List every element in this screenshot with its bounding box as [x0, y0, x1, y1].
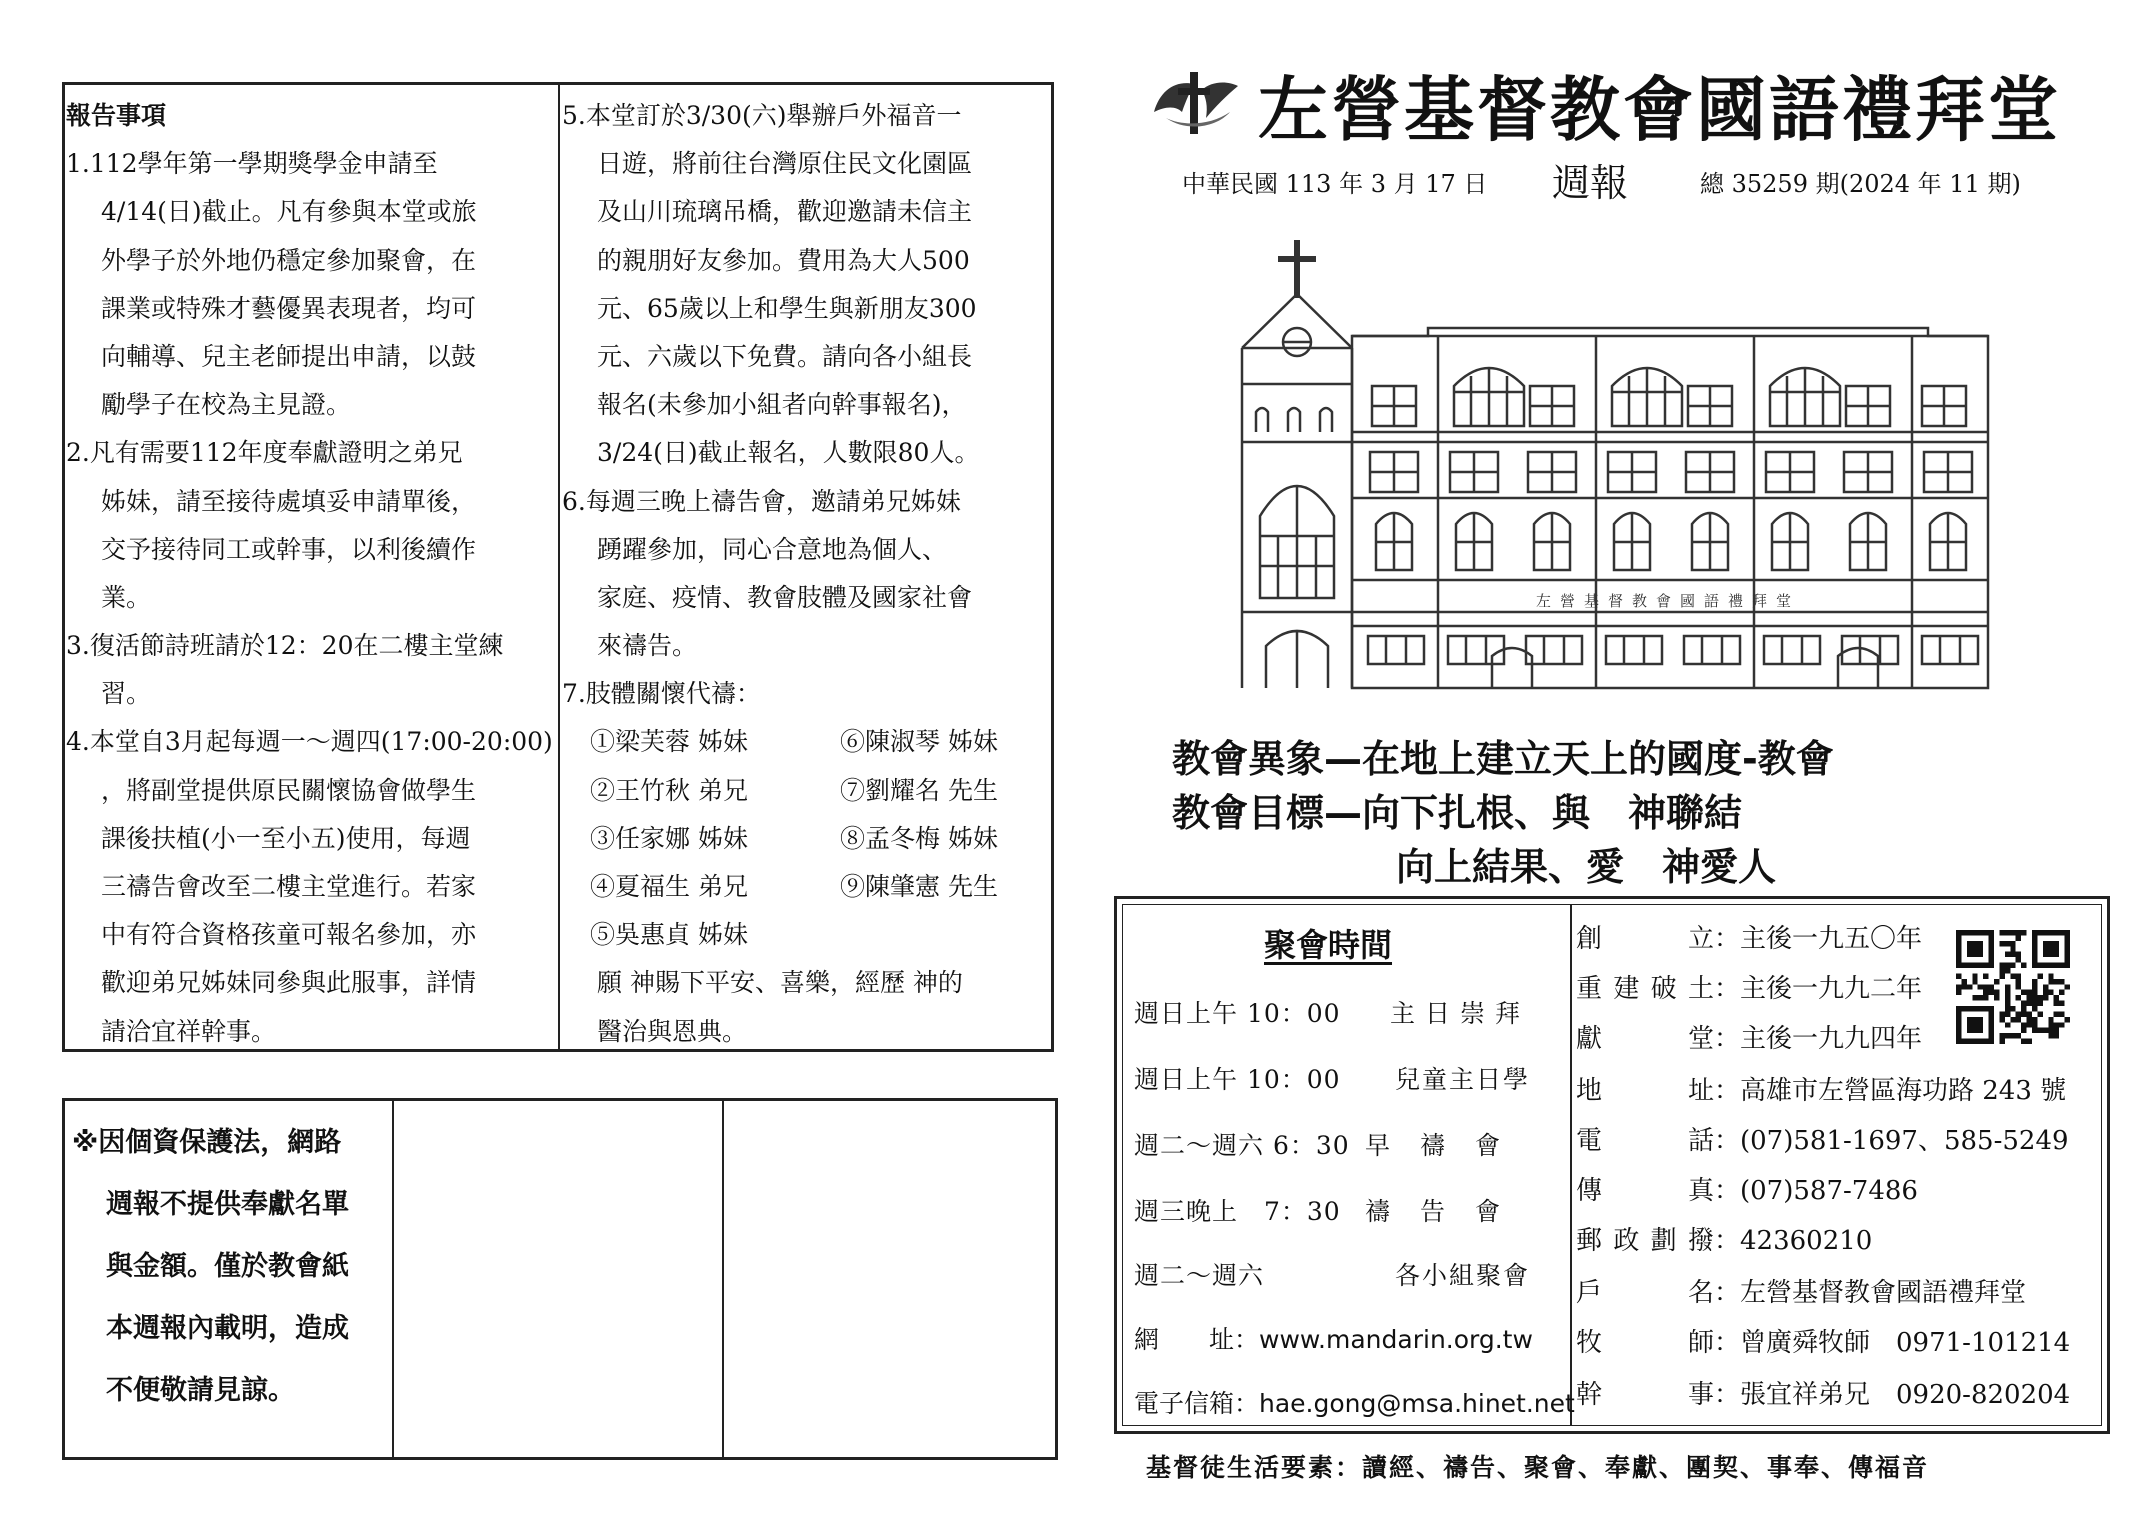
prayer-care-name: ⑥陳淑琴 姊妹: [840, 727, 998, 757]
prayer-care-name: ①梁芙蓉 姊妹: [590, 727, 748, 757]
prayer-care-name: ②王竹秋 弟兄: [590, 775, 748, 805]
church-goal: 教會目標—向下扎根、與 神聯結: [1172, 791, 1743, 835]
announcement-line: 姊妹，請至接待處填妥申請單後，: [101, 486, 477, 516]
prayer-care-name: ⑤吳惠貞 姊妹: [590, 920, 748, 950]
privacy-line: 不便敬請見諒。: [106, 1375, 295, 1406]
church-info-key: 郵政劃撥: [1576, 1226, 1714, 1256]
church-info-key: 創立: [1576, 924, 1714, 954]
announcement-line: 外學子於外地仍穩定參加聚會，在: [101, 245, 477, 275]
announcement-line: 中有符合資格孩童可報名參加，亦: [101, 920, 477, 950]
email-link[interactable]: hae.gong@msa.hinet.net: [1259, 1389, 1575, 1418]
announcement-line: 課後扶植(小一至小五)使用，每週: [101, 823, 471, 853]
announcement-line: 請洽宜祥幹事。: [101, 1016, 277, 1046]
meeting-time: 週三晚上 7：30: [1134, 1197, 1341, 1226]
church-goal-line2: 向上結果、愛 神愛人: [1396, 845, 1777, 889]
announcement-line: 家庭、疫情、教會肢體及國家社會: [597, 582, 973, 612]
church-info-key: 地址: [1576, 1076, 1714, 1106]
meeting-times-title: 聚會時間: [1264, 926, 1393, 964]
meeting-row: [1134, 1060, 1530, 1096]
announcement-line: 日遊，將前往台灣原住民文化園區: [597, 149, 973, 179]
announcement-line: 業。: [101, 582, 152, 612]
church-info-key: 傳真: [1576, 1176, 1714, 1206]
prayer-care-name: [840, 911, 1052, 959]
church-info-key: 獻堂: [1576, 1024, 1714, 1054]
announcement-line: 及山川琉璃吊橋，歡迎邀請未信主: [597, 197, 973, 227]
church-info-row: [1576, 968, 1922, 1005]
prayer-care-name: ④夏福生 弟兄: [590, 872, 748, 901]
announcement-line: 課業或特殊才藝優異表現者，均可: [101, 293, 477, 323]
prayer-care-row: [562, 767, 1052, 815]
announcement-line: 4/14(日)截止。凡有參與本堂或旅: [101, 197, 477, 227]
announcement-line: 3.復活節詩班請於12：20在二樓主堂練: [66, 631, 504, 661]
qr-code[interactable]: [1956, 930, 2070, 1044]
meeting-time: 週日上午 10：00: [1134, 1065, 1341, 1094]
announcement-line: 來禱告。: [597, 631, 698, 661]
prayer-care-row: [562, 718, 1052, 766]
offering-divider-1: [392, 1098, 394, 1460]
meeting-name: 禱告會: [1364, 1197, 1530, 1226]
church-info-row: [1576, 1120, 2069, 1157]
privacy-line: ※因個資保護法，網路: [72, 1127, 342, 1158]
announcement-line: ，將副堂提供原民關懷協會做學生: [101, 775, 477, 805]
prayer-care-name: ③任家娜 姊妹: [590, 823, 748, 853]
announcements-left-column: [66, 92, 556, 1056]
meeting-name: 早禱會: [1364, 1131, 1530, 1160]
church-info-value: ：張宜祥弟兄 0920-820204: [1714, 1380, 2071, 1410]
church-info-value: ：主後一九五〇年: [1714, 924, 1923, 954]
meeting-time: 週日上午 10：00: [1134, 999, 1341, 1028]
church-info-value: ：左營基督教會國語禮拜堂: [1714, 1278, 2027, 1308]
email-row: [1134, 1384, 1575, 1420]
privacy-line: 週報不提供奉獻名單: [106, 1189, 349, 1220]
meeting-time: 週二～週六: [1134, 1261, 1265, 1290]
bulletin-date: 中華民國 113 年 3 月 17 日: [1182, 170, 1488, 198]
prayer-care-name: ⑧孟冬梅 姊妹: [840, 823, 998, 853]
announcement-line: 元、六歲以下免費。請向各小組長: [597, 341, 973, 371]
email-label: 電子信箱：: [1134, 1389, 1260, 1418]
church-info-value: ：42360210: [1714, 1226, 1873, 1256]
closing-line: 醫治與恩典。: [597, 1016, 748, 1046]
website-link[interactable]: www.mandarin.org.tw: [1259, 1325, 1533, 1354]
announcement-line: 6.每週三晚上禱告會，邀請弟兄姊妹: [562, 486, 961, 516]
prayer-care-row: [562, 911, 1052, 959]
announcement-line: 交予接待同工或幹事，以利後續作: [101, 534, 477, 564]
announcement-line: 習。: [101, 679, 152, 709]
church-info-row: [1576, 1018, 1922, 1055]
announcement-line: 勵學子在校為主見證。: [101, 390, 352, 420]
weekly-label: 週報: [1552, 161, 1629, 205]
announcement-line: 3/24(日)截止報名，人數限80人。: [597, 438, 980, 468]
church-info-value: ：(07)587-7486: [1714, 1176, 1918, 1206]
announcement-line: 5.本堂訂於3/30(六)舉辦戶外福音一: [562, 101, 962, 130]
meeting-time: 週二～週六 6：30: [1134, 1131, 1350, 1160]
announcement-line: 踴躍參加，同心合意地為個人、: [597, 534, 948, 564]
church-info-key: 戶名: [1576, 1278, 1714, 1308]
website-row: [1134, 1320, 1533, 1356]
church-info-value: ：主後一九九四年: [1714, 1024, 1923, 1054]
church-info-value: ：曾廣舜牧師 0971-101214: [1714, 1328, 2071, 1358]
prayer-care-row: [562, 863, 1052, 911]
church-info-row: [1576, 1322, 2070, 1359]
meeting-name: 兒童主日學: [1394, 1065, 1530, 1094]
church-info-key: 重建破土: [1576, 974, 1714, 1004]
announcements-divider: [558, 82, 560, 1052]
church-building-illustration: [1238, 236, 1998, 692]
church-info-row: [1576, 1220, 1872, 1257]
meeting-name: 各小組聚會: [1394, 1261, 1530, 1290]
church-info-row: [1576, 1070, 2066, 1107]
meeting-row: [1134, 1126, 1530, 1162]
info-divider: [1570, 904, 1572, 1426]
announcements-right-column: [562, 92, 1052, 1056]
announcement-line: 報名(未參加小組者向幹事報名)，: [597, 390, 967, 420]
meeting-row: [1134, 1192, 1530, 1228]
meeting-name: 主日崇拜: [1389, 999, 1530, 1028]
website-label: 網 址：: [1134, 1325, 1260, 1354]
announcement-line: 7.肢體關懷代禱：: [562, 679, 761, 709]
church-info-value: ：主後一九九二年: [1714, 974, 1923, 1004]
announcement-line: 三禱告會改至二樓主堂進行。若家: [101, 872, 477, 901]
church-logo: [1146, 66, 1246, 138]
closing-line: 願 神賜下平安、喜樂，經歷 神的: [597, 968, 963, 998]
announcement-line: 歡迎弟兄姊妹同參與此服事，詳情: [101, 968, 477, 998]
announcement-line: 向輔導、兒主老師提出申請，以鼓: [101, 341, 477, 371]
church-info-row: [1576, 1272, 2026, 1309]
church-info-value: ：(07)581-1697、585-5249: [1714, 1126, 2069, 1156]
footer-christian-life: 基督徒生活要素：讀經、禱告、聚會、奉獻、團契、事奉、傳福音: [1146, 1453, 1930, 1482]
announcement-line: 的親朋好友參加。費用為大人500: [597, 245, 970, 275]
announcements-title: 報告事項: [66, 101, 167, 130]
church-info-row: [1576, 1374, 2070, 1411]
announcement-line: 元、65歲以上和學生與新朋友300: [597, 293, 977, 323]
church-name: 左營基督教會國語禮拜堂: [1258, 68, 2061, 151]
announcement-line: 1.112學年第一學期獎學金申請至: [66, 149, 438, 179]
offering-divider-2: [722, 1098, 724, 1460]
church-info-value: ：高雄市左營區海功路 243 號: [1714, 1076, 2067, 1106]
meeting-row: [1134, 994, 1530, 1030]
announcement-line: 4.本堂自3月起每週一～週四(17:00-20:00): [66, 727, 553, 757]
church-info-key: 幹事: [1576, 1380, 1714, 1410]
church-info-row: [1576, 918, 1922, 955]
prayer-care-row: [562, 815, 1052, 863]
meeting-row: [1134, 1256, 1530, 1292]
building-sign: 左營基督教會國語禮拜堂: [1535, 592, 1801, 610]
issue-number: 總 35259 期(2024 年 11 期): [1700, 170, 2021, 198]
church-info-key: 電話: [1576, 1126, 1714, 1156]
church-info-row: [1576, 1170, 1918, 1207]
privacy-line: 本週報內載明，造成: [106, 1313, 349, 1344]
privacy-line: 與金額。僅於教會紙: [106, 1251, 349, 1282]
prayer-care-name: ⑨陳肇憲 先生: [840, 872, 998, 901]
announcement-line: 2.凡有需要112年度奉獻證明之弟兄: [66, 438, 463, 468]
prayer-care-name: ⑦劉耀名 先生: [840, 775, 998, 805]
privacy-note: [72, 1112, 390, 1422]
church-vision: 教會異象—在地上建立天上的國度-教會: [1172, 737, 1834, 781]
church-info-key: 牧師: [1576, 1328, 1714, 1358]
